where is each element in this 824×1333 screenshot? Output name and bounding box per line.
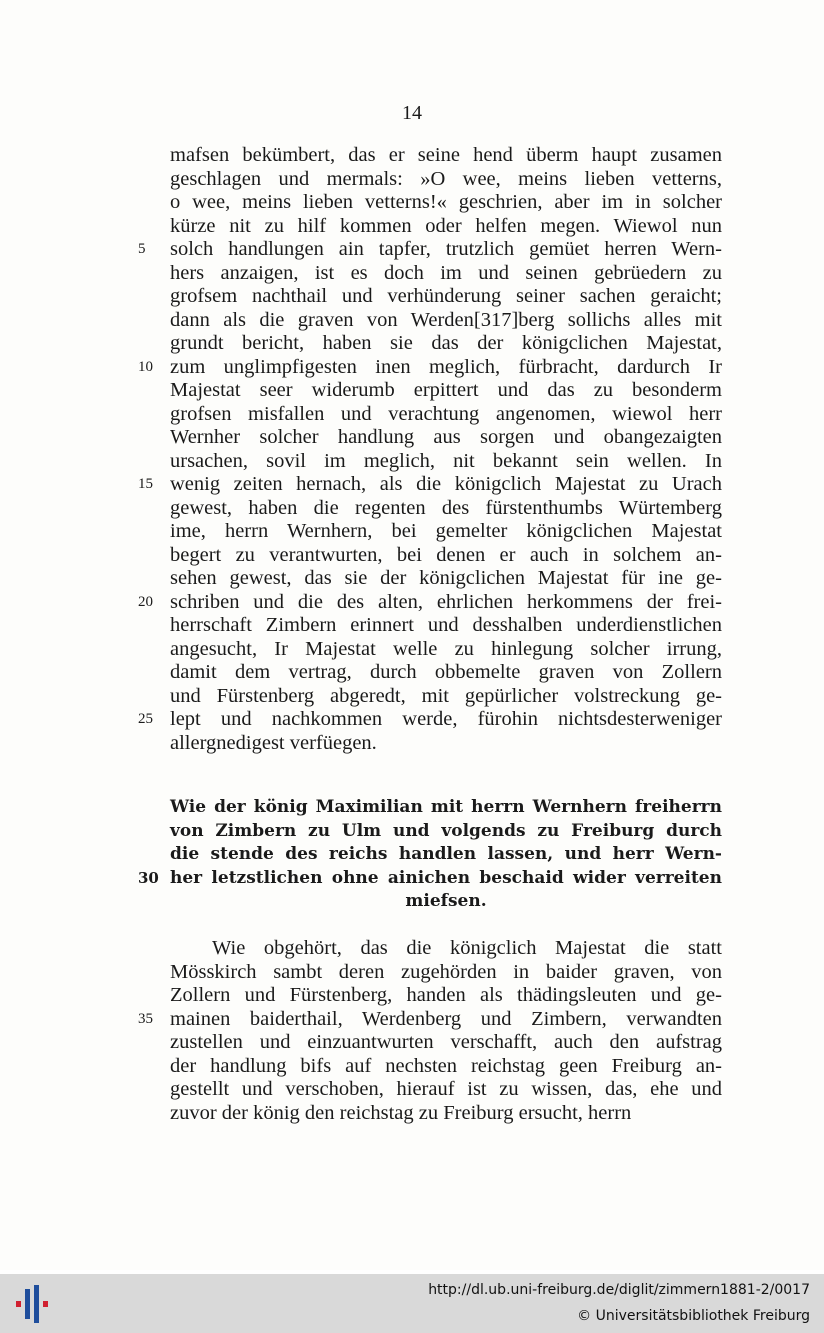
line-text: zustellen und einzuantwurten verschafft, auch den aufstrag bbox=[170, 1031, 722, 1053]
text-line bbox=[170, 661, 722, 685]
line-text: Majestat seer widerumb erpittert und das zu besonderm bbox=[170, 379, 722, 401]
line-text: hers anzaigen, ist es doch im und seinen gebrüedern zu bbox=[170, 261, 722, 284]
text-line bbox=[170, 1102, 722, 1126]
line-number: 10 bbox=[138, 358, 153, 375]
text-line bbox=[170, 1055, 722, 1079]
line-text: dann als die graven von Werden[317]berg sollichs alles mit bbox=[170, 308, 722, 331]
line-text: ursachen, sovil im meglich, nit bekannt sein wellen. In bbox=[170, 449, 722, 472]
text-line bbox=[170, 520, 722, 544]
line-text: wenig zeiten hernach, als die königclich Majestat zu Urach bbox=[170, 473, 722, 495]
line-text: Wie der könig Maximilian mit herrn Wernhern freiherrn bbox=[170, 797, 722, 817]
line-text: Mösskirch sambt deren zugehörden in baider graven, von bbox=[170, 960, 722, 983]
line-text: damit dem vertrag, durch obbemelte graven von Zollern bbox=[170, 661, 722, 683]
line-text: mafsen bekümbert, das er seine hend überm haupt zusamen bbox=[170, 144, 722, 166]
line-text: sehen gewest, das sie der königclichen Majestat für ine ge- bbox=[170, 567, 722, 589]
line-number: 5 bbox=[138, 241, 146, 257]
paragraph-1 bbox=[138, 144, 722, 755]
text-line bbox=[138, 355, 722, 380]
text-line bbox=[170, 309, 722, 333]
text-line bbox=[170, 567, 722, 591]
line-text: von Zimbern zu Ulm und volgends zu Freiburg durch bbox=[170, 820, 722, 841]
text-line bbox=[138, 238, 722, 262]
text-line bbox=[170, 1078, 722, 1102]
text-line bbox=[138, 867, 722, 891]
line-text: zuvor der könig den reichstag zu Freiburg ersucht, herrn bbox=[170, 1101, 632, 1124]
text-line bbox=[138, 590, 722, 615]
line-text: Zollern und Fürstenberg, handen als thädingsleuten und ge- bbox=[170, 984, 722, 1006]
text-line bbox=[138, 708, 722, 732]
document-url-link[interactable]: http://dl.ub.uni-freiburg.de/diglit/zimmern1881-2/0017 bbox=[428, 1282, 810, 1298]
line-text: der handlung bifs auf nechsten reichstag geen Freiburg an- bbox=[170, 1054, 722, 1077]
line-text: gewest, haben die regenten des fürstenthumbs Würtemberg bbox=[170, 496, 722, 519]
ub-freiburg-logo-icon bbox=[12, 1281, 52, 1327]
line-text: gestellt und verschoben, hierauf ist zu wissen, das, ehe und bbox=[170, 1078, 722, 1100]
text-line bbox=[138, 473, 722, 497]
paragraph-2 bbox=[138, 937, 722, 1125]
line-text: lept und nachkommen werde, fürohin nichtsdesterweniger bbox=[170, 708, 722, 730]
text-line bbox=[170, 1031, 722, 1055]
text-line bbox=[170, 285, 722, 309]
text-line bbox=[170, 796, 722, 820]
text-line bbox=[170, 984, 722, 1008]
text-line bbox=[170, 685, 722, 709]
line-text: miefsen. bbox=[405, 891, 487, 911]
line-text: mainen baiderthail, Werdenberg und Zimbern, verwandten bbox=[170, 1007, 722, 1030]
line-number: 35 bbox=[138, 1010, 153, 1027]
text-line bbox=[170, 403, 722, 427]
text-line bbox=[170, 820, 722, 844]
line-text: solch handlungen ain tapfer, trutzlich gemüet herren Wern- bbox=[170, 238, 722, 260]
line-text: Wie obgehört, das die königclich Majestat die statt bbox=[212, 937, 722, 959]
chapter-heading bbox=[138, 796, 722, 914]
line-text: grundt bericht, haben sie das der königclichen Majestat, bbox=[170, 332, 722, 354]
copyright-notice: © Universitätsbibliothek Freiburg bbox=[577, 1308, 810, 1324]
line-text: ime, herrn Wernhern, bei gemelter königclichen Majestat bbox=[170, 520, 722, 542]
text-line bbox=[170, 191, 722, 215]
line-text: kürze nit zu hilf kommen oder helfen megen. Wiewol nun bbox=[170, 214, 722, 237]
text-line bbox=[170, 168, 722, 192]
text-line bbox=[170, 638, 722, 662]
text-line bbox=[170, 450, 722, 474]
line-text: herrschaft Zimbern erinnert und desshalben underdienstlichen bbox=[170, 614, 722, 636]
page-number: 14 bbox=[402, 102, 422, 124]
text-line bbox=[170, 890, 722, 914]
text-line bbox=[170, 937, 722, 961]
text-line bbox=[170, 379, 722, 403]
text-line bbox=[170, 215, 722, 239]
line-text: Wernher solcher handlung aus sorgen und obangezaigten bbox=[170, 426, 722, 448]
line-text: zum unglimpfigesten inen meglich, fürbracht, dardurch Ir bbox=[170, 355, 722, 378]
line-number: 30 bbox=[138, 868, 159, 887]
text-line bbox=[170, 262, 722, 286]
line-text: o wee, meins lieben vetterns!« geschrien, aber im in solcher bbox=[170, 191, 722, 213]
line-text: und Fürstenberg abgeredt, mit gepürlicher volstreckung ge- bbox=[170, 684, 722, 707]
line-text: die stende des reichs handlen lassen, und herr Wern- bbox=[170, 844, 722, 864]
text-line bbox=[170, 332, 722, 356]
line-text: geschlagen und mermals: »O wee, meins lieben vetterns, bbox=[170, 167, 722, 190]
text-line bbox=[170, 144, 722, 168]
line-text: schriben und die des alten, ehrlichen herkommens der frei- bbox=[170, 590, 722, 613]
line-number: 15 bbox=[138, 476, 153, 492]
viewer-footer bbox=[0, 1274, 824, 1333]
line-text: grofsen misfallen und verachtung angenomen, wiewol herr bbox=[170, 402, 722, 425]
line-text: her letzstlichen ohne ainichen beschaid wider verreiten bbox=[170, 867, 722, 888]
line-text: begert zu verantwurten, bei denen er auch in solchem an- bbox=[170, 543, 722, 566]
line-text: allergnedigest verfüegen. bbox=[170, 731, 377, 754]
line-text: angesucht, Ir Majestat welle zu hinlegung solcher irrung, bbox=[170, 637, 722, 660]
text-line bbox=[170, 843, 722, 867]
text-line bbox=[138, 1007, 722, 1032]
text-line bbox=[170, 614, 722, 638]
text-line bbox=[170, 732, 722, 756]
text-line bbox=[170, 544, 722, 568]
text-line bbox=[170, 961, 722, 985]
text-line bbox=[170, 497, 722, 521]
line-text: grofsem nachthail und verhünderung seiner sachen geraicht; bbox=[170, 285, 722, 307]
line-number: 20 bbox=[138, 593, 153, 610]
text-line bbox=[170, 426, 722, 450]
line-number: 25 bbox=[138, 711, 153, 727]
